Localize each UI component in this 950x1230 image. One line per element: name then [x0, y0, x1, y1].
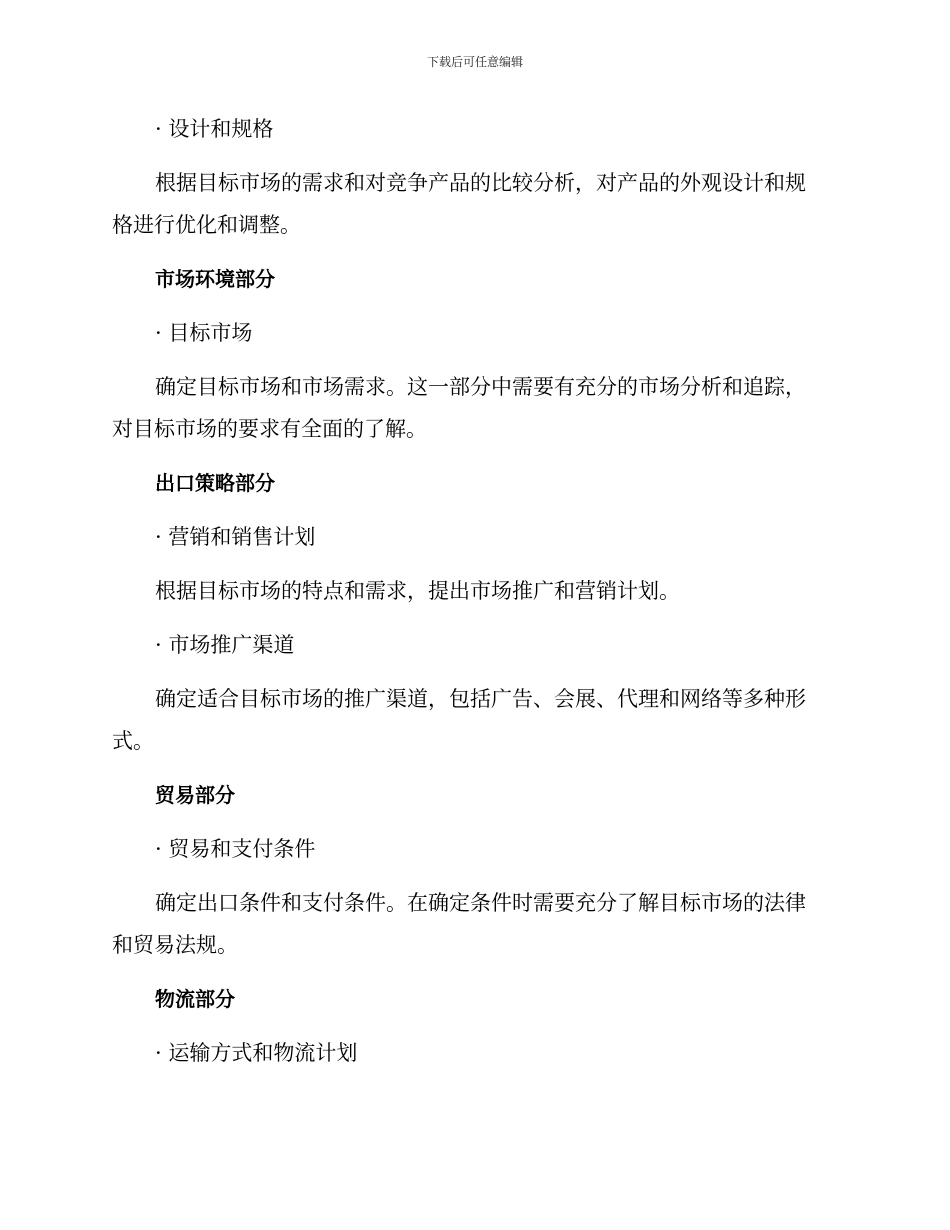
paragraph-promotion-channels-line2: 式。 [112, 729, 154, 753]
bullet-transport-logistics: · 运输方式和物流计划 [155, 1041, 358, 1065]
heading-logistics: 物流部分 [155, 987, 235, 1011]
paragraph-design-spec-line1: 根据目标市场的需求和对竞争产品的比较分析，对产品的外观设计和规 [155, 171, 806, 195]
page-header: 下载后可任意编辑 [426, 55, 523, 69]
paragraph-marketing-sales: 根据目标市场的特点和需求，提出市场推广和营销计划。 [155, 579, 680, 603]
paragraph-trade-payment-line2: 和贸易法规。 [112, 933, 238, 957]
heading-trade: 贸易部分 [155, 783, 235, 807]
bullet-marketing-sales: · 营销和销售计划 [155, 525, 316, 549]
paragraph-target-market-line1: 确定目标市场和市场需求。这一部分中需要有充分的市场分析和追踪， [155, 375, 806, 399]
bullet-design-spec: · 设计和规格 [155, 117, 274, 141]
paragraph-design-spec-line2: 格进行优化和调整。 [112, 213, 301, 237]
bullet-trade-payment: · 贸易和支付条件 [155, 837, 316, 861]
paragraph-target-market-line2: 对目标市场的要求有全面的了解。 [112, 417, 427, 441]
paragraph-trade-payment-line1: 确定出口条件和支付条件。在确定条件时需要充分了解目标市场的法律 [155, 891, 806, 915]
bullet-promotion-channels: · 市场推广渠道 [155, 633, 295, 657]
document-body [112, 108, 832, 1074]
heading-market-environment: 市场环境部分 [155, 267, 275, 291]
paragraph-promotion-channels-line1: 确定适合目标市场的推广渠道，包括广告、会展、代理和网络等多种形 [155, 687, 806, 711]
bullet-target-market: · 目标市场 [155, 321, 253, 345]
heading-export-strategy: 出口策略部分 [155, 471, 275, 495]
